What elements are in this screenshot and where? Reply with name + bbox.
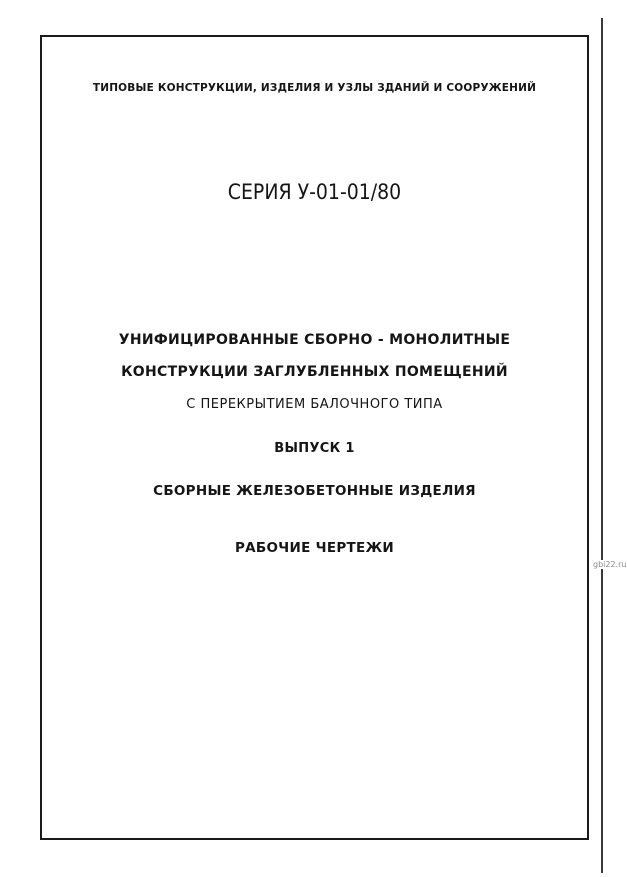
page-edge-line: [601, 18, 603, 873]
title-line-3: С ПЕРЕКРЫТИЕМ БАЛОЧНОГО ТИПА: [186, 397, 443, 412]
watermark: gbi22.ru: [593, 560, 627, 569]
title-page-frame: [40, 35, 589, 840]
document-type: РАБОЧИЕ ЧЕРТЕЖИ: [234, 540, 395, 556]
issue-number: ВЫПУСК 1: [274, 441, 355, 456]
title-line-2: КОНСТРУКЦИИ ЗАГЛУБЛЕННЫХ ПОМЕЩЕНИЙ: [121, 364, 508, 380]
series-number: СЕРИЯ У-01-01/80: [227, 180, 402, 204]
subject-title: СБОРНЫЕ ЖЕЛЕЗОБЕТОННЫЕ ИЗДЕЛИЯ: [153, 483, 476, 499]
document-header: ТИПОВЫЕ КОНСТРУКЦИИ, ИЗДЕЛИЯ И УЗЛЫ ЗДАНИЙ И СООРУЖЕНИЙ: [92, 82, 537, 94]
title-line-1: УНИФИЦИРОВАННЫЕ СБОРНО - МОНОЛИТНЫЕ: [118, 332, 511, 348]
